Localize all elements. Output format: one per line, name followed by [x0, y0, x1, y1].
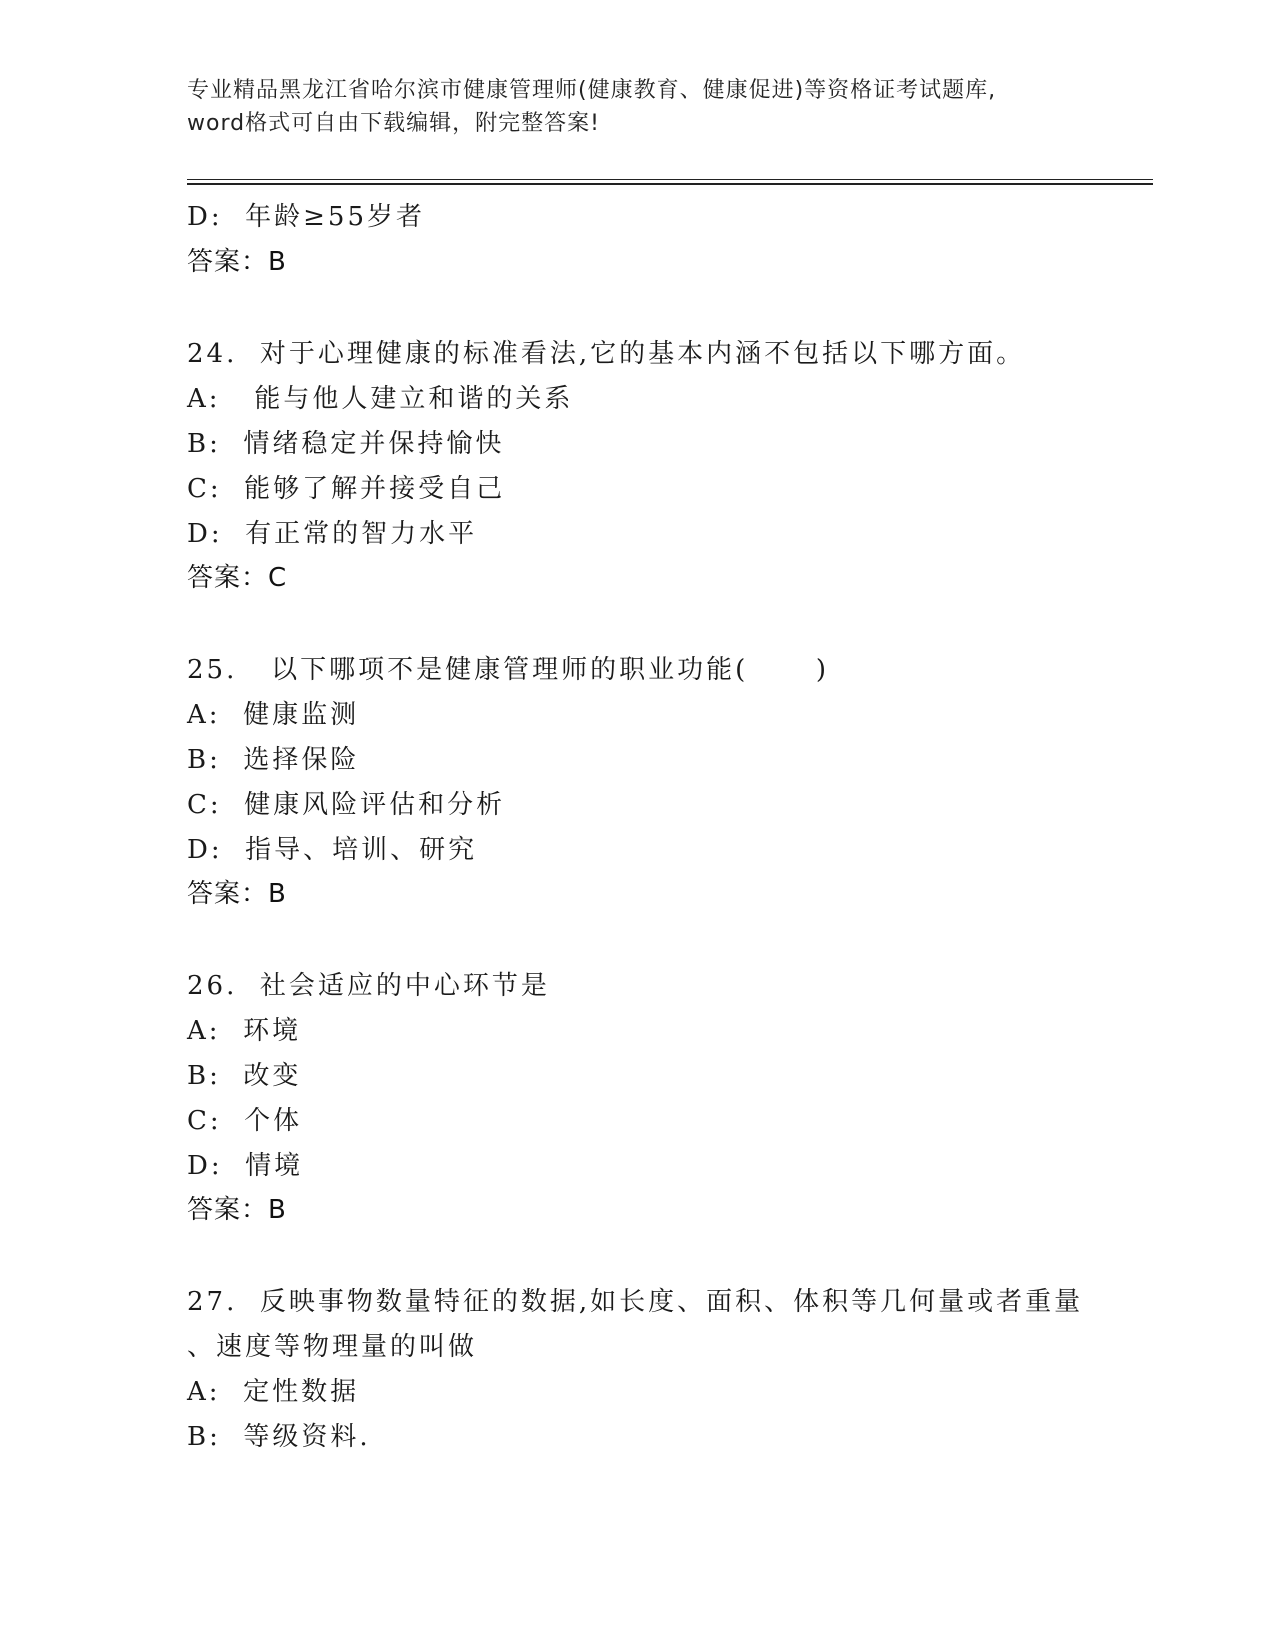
- q24-option-a: A: 能与他人建立和谐的关系: [187, 384, 574, 414]
- q27-stem-line-1: 27. 反映事物数量特征的数据,如长度、面积、体积等几何量或者重量: [187, 1287, 1084, 1317]
- q27-option-b: B: 等级资料.: [187, 1422, 371, 1452]
- document-header: [187, 74, 1087, 140]
- q26-option-c: C: 个体: [187, 1106, 303, 1136]
- q24-answer: 答案：C: [187, 563, 288, 593]
- q25-option-d: D: 指导、培训、研究: [187, 835, 478, 865]
- q26-option-a: A: 环境: [187, 1016, 302, 1046]
- prev-option-d: D: 年龄≥55岁者: [187, 202, 426, 232]
- header-divider-thick: [187, 183, 1153, 185]
- q26-stem: 26. 社会适应的中心环节是: [187, 971, 550, 1001]
- q25-stem: 25. 以下哪项不是健康管理师的职业功能( ): [187, 655, 830, 685]
- q27-option-a: A: 定性数据: [187, 1377, 360, 1407]
- q24-option-d: D: 有正常的智力水平: [187, 519, 478, 549]
- q26-answer: 答案：B: [187, 1195, 287, 1225]
- q25-option-a: A: 健康监测: [187, 700, 360, 730]
- header-divider-thin: [187, 179, 1153, 180]
- q26-option-d: D: 情境: [187, 1151, 304, 1181]
- q25-answer: 答案：B: [187, 879, 287, 909]
- q25-option-b: B: 选择保险: [187, 745, 360, 775]
- q24-option-b: B: 情绪稳定并保持愉快: [187, 429, 505, 459]
- prev-answer: 答案：B: [187, 247, 287, 277]
- q25-option-c: C: 健康风险评估和分析: [187, 790, 506, 820]
- header-line-2: word格式可自由下载编辑，附完整答案!: [187, 111, 600, 136]
- q24-stem: 24. 对于心理健康的标准看法,它的基本内涵不包括以下哪方面。: [187, 339, 1026, 369]
- header-line-1: 专业精品黑龙江省哈尔滨市健康管理师(健康教育、健康促进)等资格证考试题库,: [187, 78, 997, 103]
- q27-stem-line-2: 、速度等物理量的叫做: [187, 1332, 478, 1362]
- q24-option-c: C: 能够了解并接受自己: [187, 474, 506, 504]
- q26-option-b: B: 改变: [187, 1061, 302, 1091]
